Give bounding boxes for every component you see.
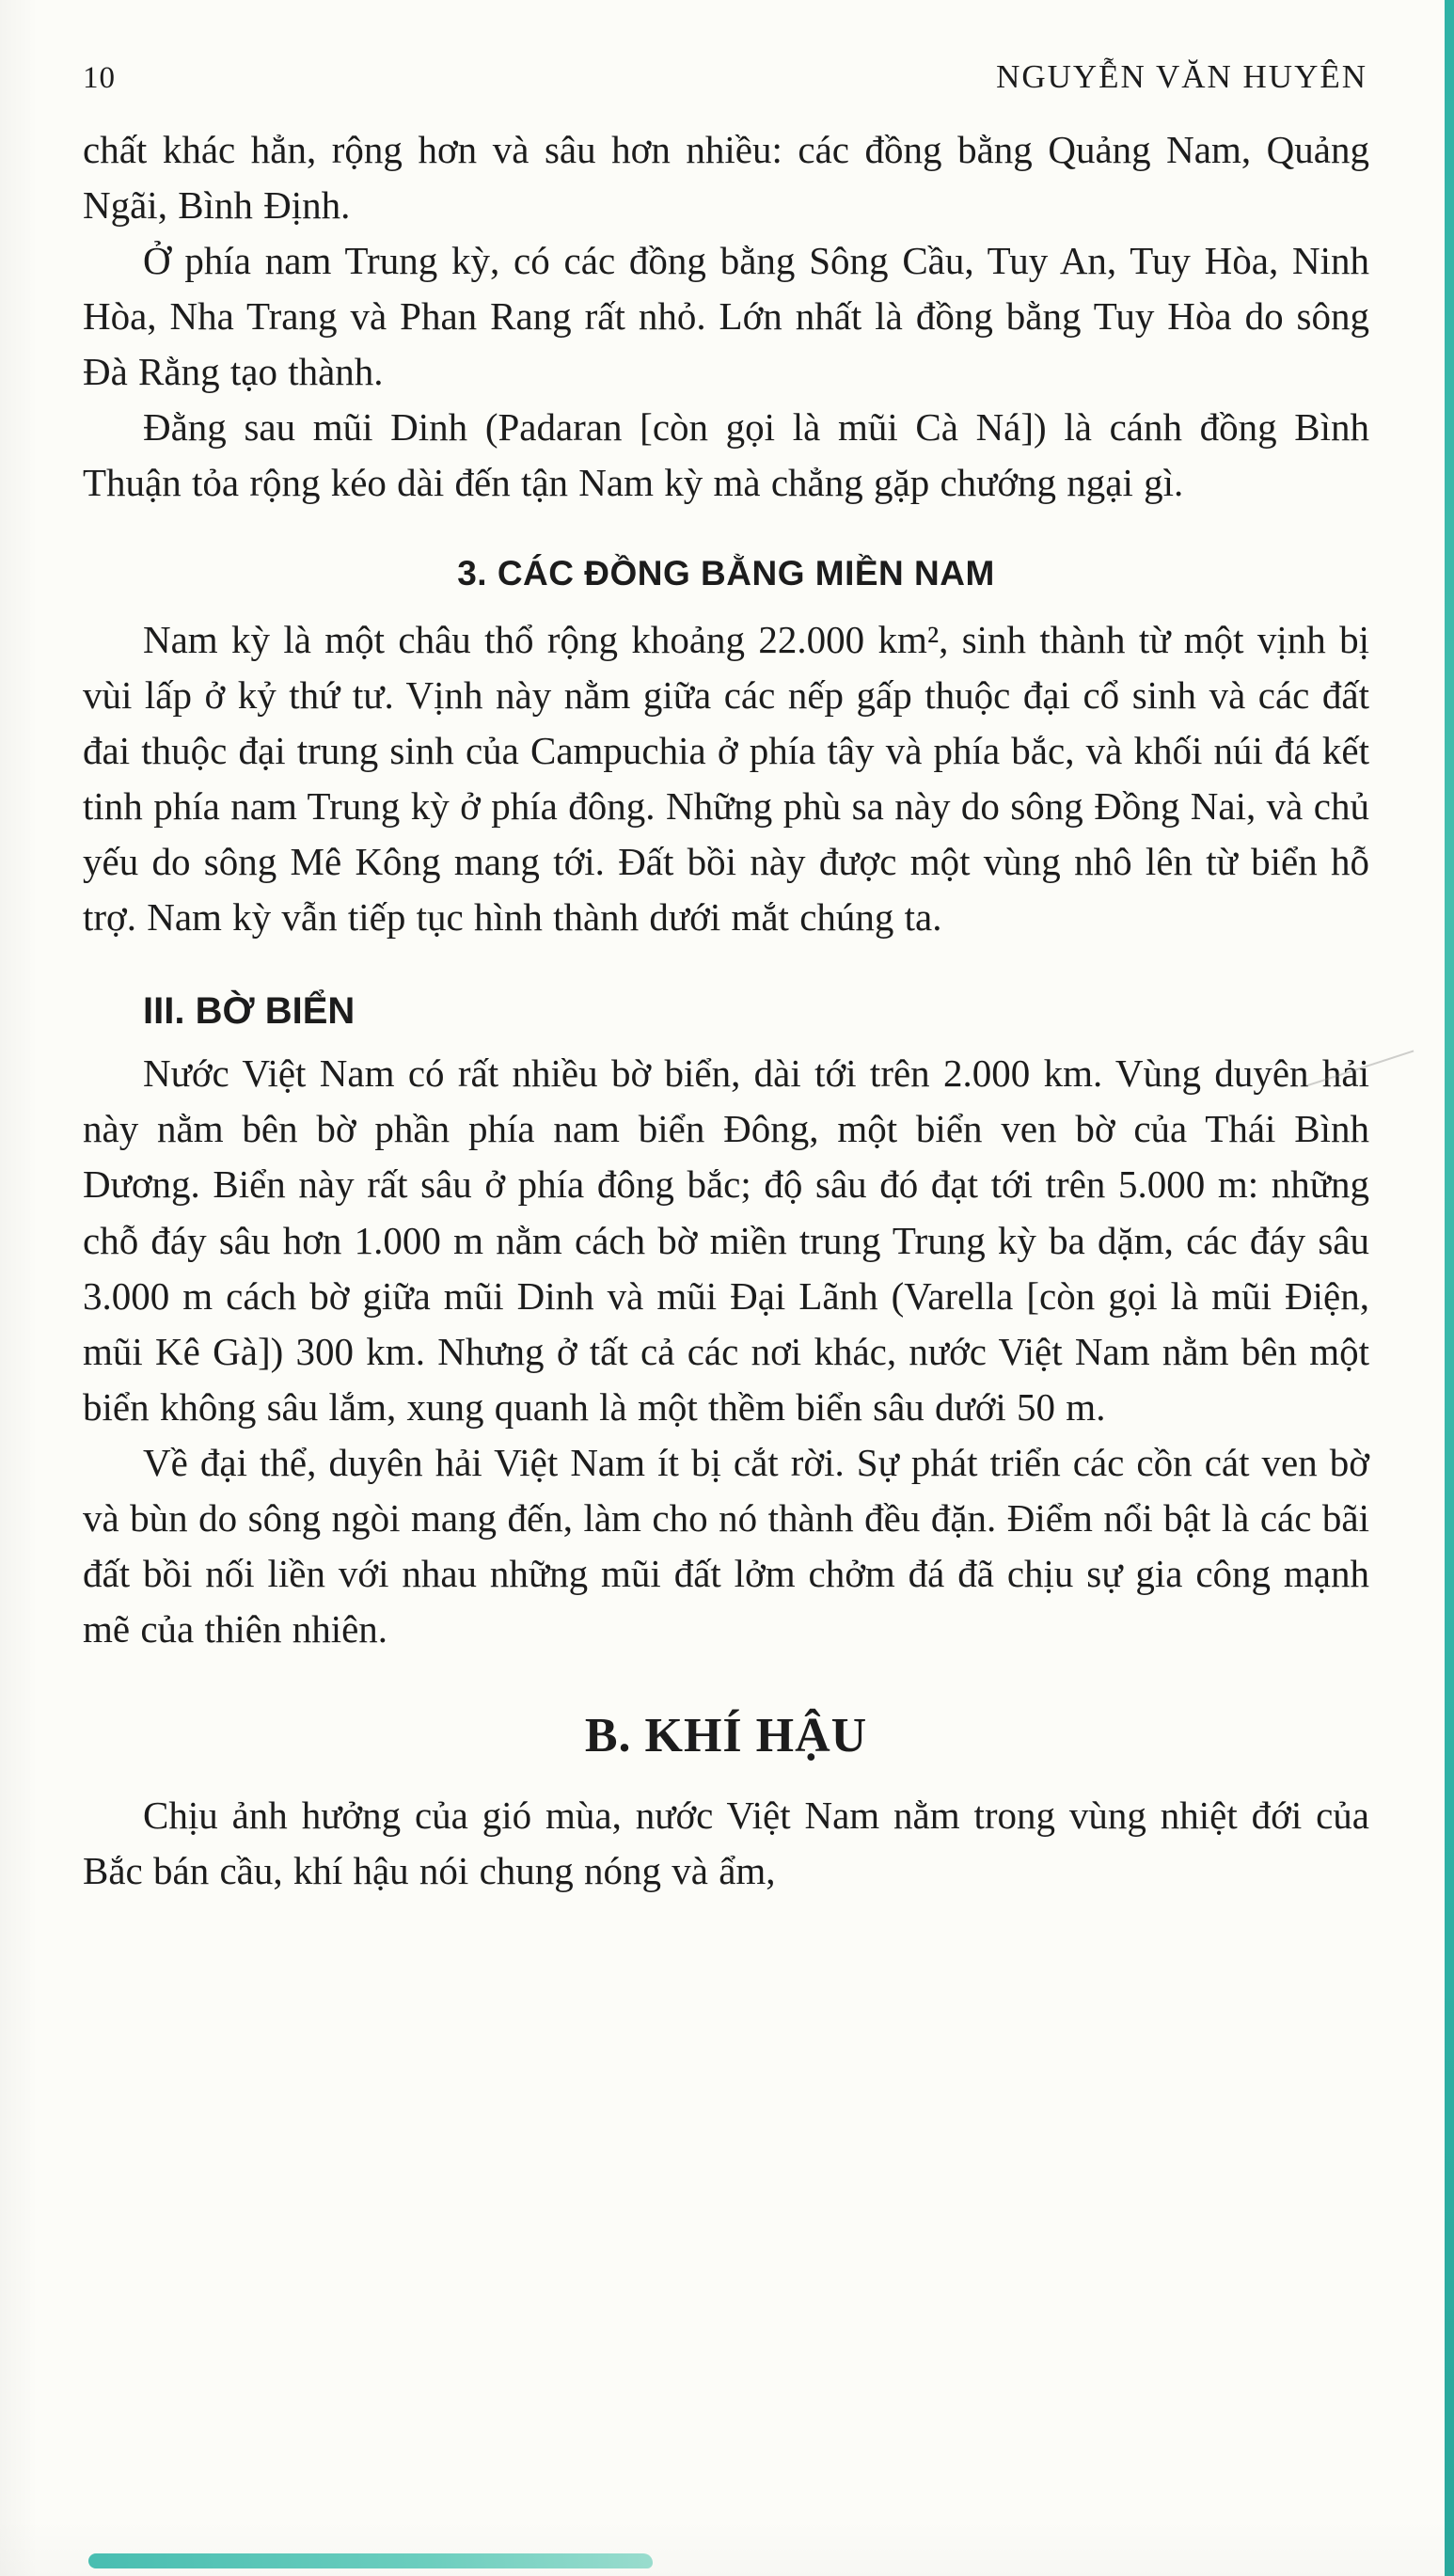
scan-edge-right	[1445, 0, 1454, 2576]
page-number: 10	[83, 61, 116, 95]
running-header-author: NGUYỄN VĂN HUYÊN	[996, 58, 1367, 95]
paragraph-plains-continuation: chất khác hẳn, rộng hơn và sâu hơn nhiều: các đồng bằng Quảng Nam, Quảng Ngãi, Bình Định.	[83, 128, 1369, 228]
scan-edge-bottom	[88, 2553, 653, 2568]
page-body	[0, 96, 1454, 1899]
paragraph-mui-dinh: Đằng sau mũi Dinh (Padaran [còn gọi là mũi Cà Ná]) là cánh đồng Bình Thuận tỏa rộng kéo dài đến tận Nam kỳ mà chẳng gặp chướng ngại gì.	[83, 405, 1369, 505]
paragraph-south-central-plains: Ở phía nam Trung kỳ, có các đồng bằng Sông Cầu, Tuy An, Tuy Hòa, Ninh Hòa, Nha Trang và Phan Rang rất nhỏ. Lớn nhất là đồng bằng Tuy Hòa do sông Đà Rằng tạo thành.	[83, 239, 1369, 394]
paragraph-coastline-shape: Về đại thể, duyên hải Việt Nam ít bị cắt rời. Sự phát triển các cồn cát ven bờ và bùn do sông ngòi mang đến, làm cho nó thành đều đặn. Điểm nổi bật là các bãi đất bồi nối liền với nhau những mũi đất lởm chởm đá đã chịu sự gia công mạnh mẽ của thiên nhiên.	[83, 1440, 1369, 1651]
section-heading-coastline: III. BỜ BIỂN	[143, 990, 356, 1033]
section-heading-southern-deltas: 3. CÁC ĐỒNG BẰNG MIỀN NAM	[457, 554, 995, 593]
page-header	[0, 0, 1454, 96]
paragraph-nam-ky-delta: Nam kỳ là một châu thổ rộng khoảng 22.000 km², sinh thành từ một vịnh bị vùi lấp ở kỷ thứ tư. Vịnh này nằm giữa các nếp gấp thuộc đại cổ sinh và các đất đai thuộc đại trung sinh của Campuchia ở phía tây và phía bắc, và khối núi đá kết tinh phía nam Trung kỳ ở phía đông. Những phù sa này do sông Đồng Nai, và chủ yếu do sông Mê Kông mang tới. Đất bồi này được một vùng nhô lên từ biển hỗ trợ. Nam kỳ vẫn tiếp tục hình thành dưới mắt chúng ta.	[83, 618, 1369, 940]
paragraph-climate-intro: Chịu ảnh hưởng của gió mùa, nước Việt Nam nằm trong vùng nhiệt đới của Bắc bán cầu, khí hậu nói chung nóng và ẩm,	[83, 1793, 1369, 1892]
chapter-heading-climate: B. KHÍ HẬU	[584, 1708, 868, 1762]
paragraph-coastline-depths: Nước Việt Nam có rất nhiều bờ biển, dài tới trên 2.000 km. Vùng duyên hải này nằm bên bờ phần phía nam biển Đông, một biển ven bờ của Thái Bình Dương. Biển này rất sâu ở phía đông bắc; độ sâu đó đạt tới trên 5.000 m: những chỗ đáy sâu hơn 1.000 m nằm cách bờ miền trung Trung kỳ ba dặm, các đáy sâu 3.000 m cách bờ giữa mũi Dinh và mũi Đại Lãnh (Varella [còn gọi là mũi Điện, mũi Kê Gà]) 300 km. Nhưng ở tất cả các nơi khác, nước Việt Nam nằm bên một biển không sâu lắm, xung quanh là một thềm biển sâu dưới 50 m.	[83, 1051, 1369, 1429]
